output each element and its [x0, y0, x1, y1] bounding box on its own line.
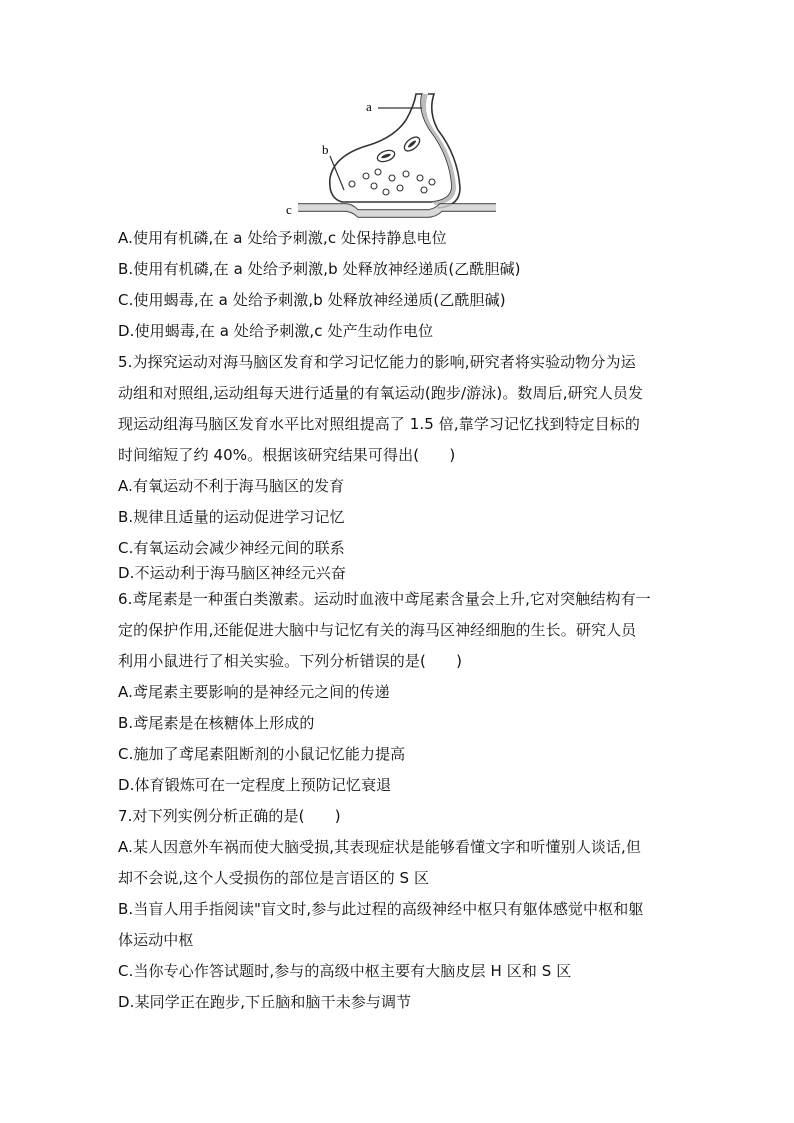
text-line: A.鸢尾素主要影响的是神经元之间的传递 [118, 683, 390, 701]
text-line: D.使用蝎毒,在 a 处给予刺激,c 处产生动作电位 [118, 322, 434, 340]
label-a: a [366, 99, 372, 114]
label-b: b [322, 142, 329, 157]
label-c: c [286, 202, 292, 217]
text-line: 定的保护作用,还能促进大脑中与记忆有关的海马区神经细胞的生长。研究人员 [118, 621, 637, 639]
text-line: D.某同学正在跑步,下丘脑和脑干未参与调节 [118, 993, 412, 1011]
text-line: A.使用有机磷,在 a 处给予刺激,c 处保持静息电位 [118, 229, 447, 247]
text-line: D.体育锻炼可在一定程度上预防记忆衰退 [118, 776, 392, 794]
text-line: C.施加了鸢尾素阻断剂的小鼠记忆能力提高 [118, 745, 406, 763]
text-line: 动组和对照组,运动组每天进行适量的有氧运动(跑步/游泳)。数周后,研究人员发 [118, 384, 644, 402]
text-line: 利用小鼠进行了相关实验。下列分析错误的是( ) [118, 652, 463, 670]
text-line: B.规律且适量的运动促进学习记忆 [118, 508, 345, 526]
text-line: 却不会说,这个人受损伤的部位是言语区的 S 区 [118, 869, 430, 887]
text-line: A.某人因意外车祸而使大脑受损,其表现症状是能够看懂文字和听懂别人谈话,但 [118, 838, 642, 856]
text-line: 7.对下列实例分析正确的是( ) [118, 807, 341, 825]
text-line: 5.为探究运动对海马脑区发育和学习记忆能力的影响,研究者将实验动物分为运 [118, 353, 636, 371]
text-line: B.使用有机磷,在 a 处给予刺激,b 处释放神经递质(乙酰胆碱) [118, 260, 521, 278]
text-line: C.当你专心作答试题时,参与的高级中枢主要有大脑皮层 H 区和 S 区 [118, 962, 572, 980]
text-line: D.不运动利于海马脑区神经元兴奋 [118, 564, 346, 582]
text-line: C.有氧运动会减少神经元间的联系 [118, 539, 345, 557]
text-line: B.鸢尾素是在核糖体上形成的 [118, 714, 315, 732]
synaptic-vesicles [349, 169, 435, 195]
text-line: C.使用蝎毒,在 a 处给予刺激,b 处释放神经递质(乙酰胆碱) [118, 291, 506, 309]
text-line: B.当盲人用手指阅读"盲文时,参与此过程的高级神经中枢只有躯体感觉中枢和躯 [118, 900, 644, 918]
text-line: 时间缩短了约 40%。根据该研究结果可得出( ) [118, 446, 456, 464]
synaptic-knob-outer [330, 94, 452, 202]
text-line: 体运动中枢 [118, 931, 194, 949]
postsynaptic-fill [298, 204, 496, 217]
text-line: 现运动组海马脑区发育水平比对照组提高了 1.5 倍,靠学习记忆找到特定目标的 [118, 415, 640, 433]
text-line: 6.鸢尾素是一种蛋白类激素。运动时血液中鸢尾素含量会上升,它对突触结构有一 [118, 590, 651, 608]
synapse-diagram [282, 90, 502, 220]
text-line: A.有氧运动不利于海马脑区的发育 [118, 477, 345, 495]
